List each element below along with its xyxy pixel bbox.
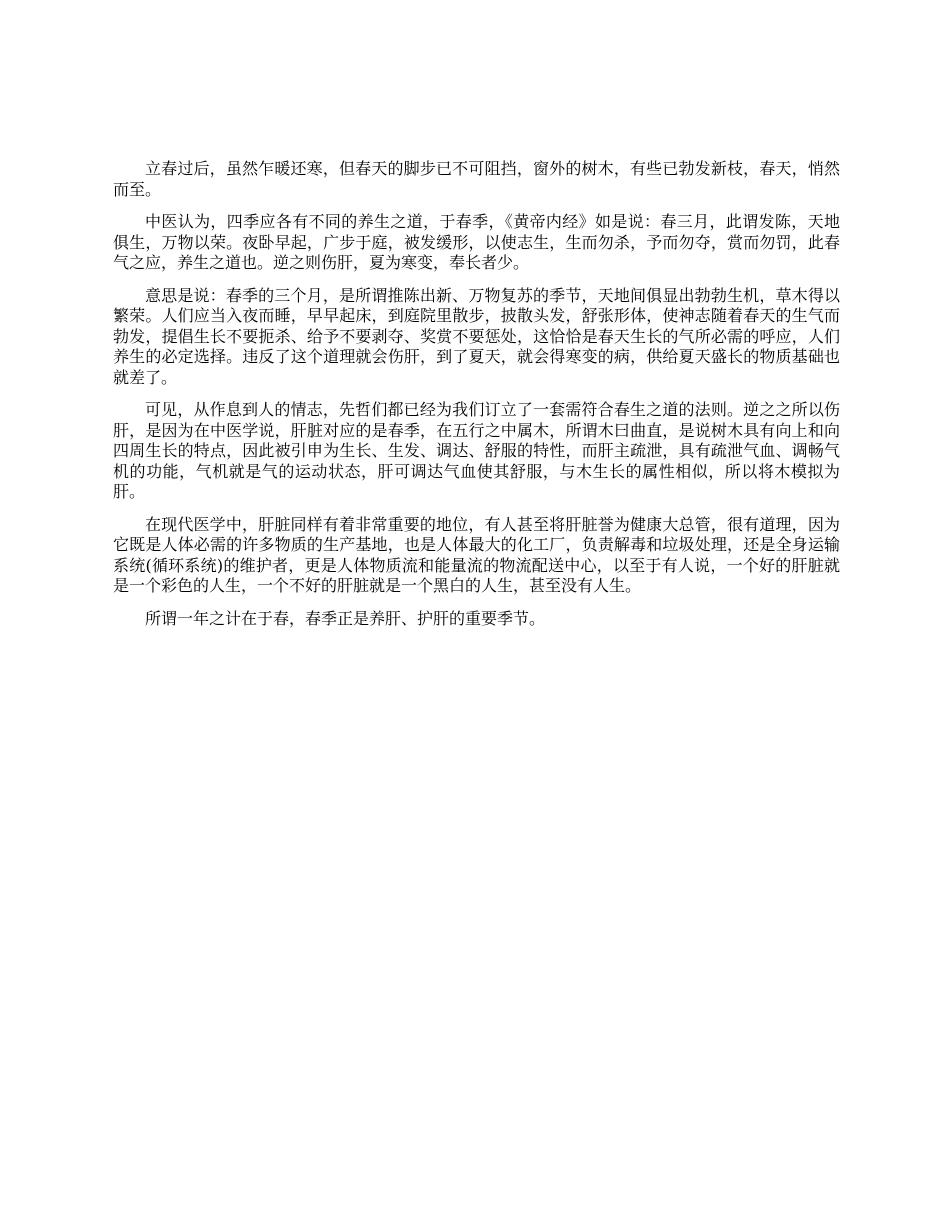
- paragraph-1: 立春过后，虽然乍暖还寒，但春天的脚步已不可阻挡，窗外的树木，有些已勃发新枝，春天，悄然而至。: [113, 159, 840, 199]
- paragraph-6: 所谓一年之计在于春，春季正是养肝、护肝的重要季节。: [145, 608, 546, 628]
- paragraph-2: 中医认为，四季应各有不同的养生之道，于春季，《黄帝内经》如是说：春三月，此谓发陈，天地俱生，万物以荣。夜卧早起，广步于庭，被发缓形，以使志生，生而勿杀，予而勿夺，赏而勿罚，此春气之应，养生之道也。逆之则伤肝，夏为寒变，奉长者少。: [113, 212, 840, 272]
- paragraph-3: 意思是说：春季的三个月，是所谓推陈出新、万物复苏的季节，天地间俱显出勃勃生机，草木得以繁荣。人们应当入夜而睡，早早起床，到庭院里散步，披散头发，舒张形体，使神志随着春天的生气而勃发，提倡生长不要扼杀、给予不要剥夺、奖赏不要惩处，这恰恰是春天生长的气所必需的呼应，人们养生的必定选择。违反了这个道理就会伤肝，到了夏天，就会得寒变的病，供给夏天盛长的物质基础也就差了。: [113, 285, 840, 387]
- paragraph-5: 在现代医学中，肝脏同样有着非常重要的地位，有人甚至将肝脏誉为健康大总管，很有道理，因为它既是人体必需的许多物质的生产基地，也是人体最大的化工厂，负责解毒和垃圾处理，还是全身运输系统(循环系统)的维护者，更是人体物质流和能量流的物流配送中心，以至于有人说，一个好的肝脏就是一个彩色的人生，一个不好的肝脏就是一个黑白的人生，甚至没有人生。: [113, 514, 840, 595]
- document-body: [113, 159, 840, 641]
- paragraph-4: 可见，从作息到人的情志，先哲们都已经为我们订立了一套需符合春生之道的法则。逆之之所以伤肝，是因为在中医学说，肝脏对应的是春季，在五行之中属木，所谓木曰曲直，是说树木具有向上和向四周生长的特点，因此被引申为生长、生发、调达、舒服的特性，而肝主疏泄，具有疏泄气血、调畅气机的功能，气机就是气的运动状态，肝可调达气血使其舒服，与木生长的属性相似，所以将木模拟为肝。: [113, 400, 840, 501]
